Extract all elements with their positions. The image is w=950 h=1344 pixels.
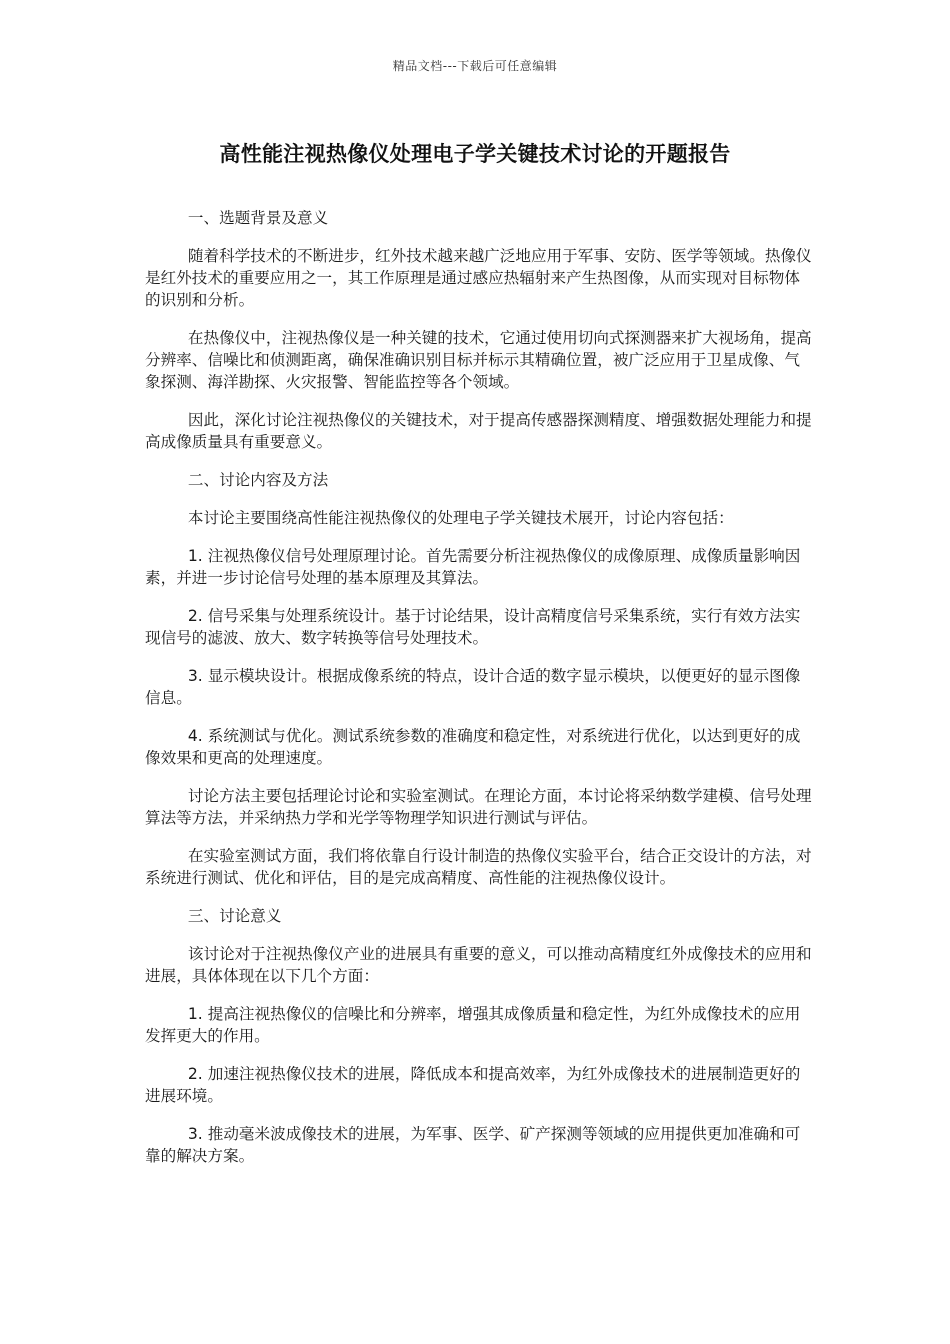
list-item: 3. 显示模块设计。根据成像系统的特点，设计合适的数字显示模块，以便更好的显示图像信息。 <box>145 667 801 707</box>
paragraph: 因此，深化讨论注视热像仪的关键技术，对于提高传感器探测精度、增强数据处理能力和提高成像质量具有重要意义。 <box>145 411 812 451</box>
list-item: 1. 提高注视热像仪的信噪比和分辨率，增强其成像质量和稳定性，为红外成像技术的应用发挥更大的作用。 <box>145 1005 801 1045</box>
document-body <box>145 207 812 1183</box>
paragraph: 随着科学技术的不断进步，红外技术越来越广泛地应用于军事、安防、医学等领域。热像仪是红外技术的重要应用之一，其工作原理是通过感应热辐射来产生热图像，从而实现对目标物体的识别和分析。 <box>145 247 812 309</box>
paragraph: 在实验室测试方面，我们将依靠自行设计制造的热像仪实验平台，结合正交设计的方法，对系统进行测试、优化和评估，目的是完成高精度、高性能的注视热像仪设计。 <box>145 847 812 887</box>
document-title: 高性能注视热像仪处理电子学关键技术讨论的开题报告 <box>219 142 731 166</box>
section-heading-significance: 三、讨论意义 <box>187 907 282 925</box>
paragraph: 本讨论主要围绕高性能注视热像仪的处理电子学关键技术展开，讨论内容包括： <box>187 509 734 527</box>
list-item: 3. 推动毫米波成像技术的进展，为军事、医学、矿产探测等领域的应用提供更加准确和可靠的解决方案。 <box>145 1125 801 1165</box>
header-note: 精品文档---下载后可任意编辑 <box>392 59 558 73</box>
list-item: 2. 加速注视热像仪技术的进展，降低成本和提高效率，为红外成像技术的进展制造更好的进展环境。 <box>145 1065 801 1105</box>
paragraph: 该讨论对于注视热像仪产业的进展具有重要的意义，可以推动高精度红外成像技术的应用和进展，具体体现在以下几个方面： <box>145 945 812 985</box>
section-heading-background: 一、选题背景及意义 <box>187 209 329 227</box>
section-heading-content: 二、讨论内容及方法 <box>187 471 329 489</box>
paragraph: 讨论方法主要包括理论讨论和实验室测试。在理论方面，本讨论将采纳数学建模、信号处理算法等方法，并采纳热力学和光学等物理学知识进行测试与评估。 <box>145 787 812 827</box>
list-item: 4. 系统测试与优化。测试系统参数的准确度和稳定性，对系统进行优化，以达到更好的成像效果和更高的处理速度。 <box>145 727 801 767</box>
list-item: 1. 注视热像仪信号处理原理讨论。首先需要分析注视热像仪的成像原理、成像质量影响因素，并进一步讨论信号处理的基本原理及其算法。 <box>145 547 801 587</box>
list-item: 2. 信号采集与处理系统设计。基于讨论结果，设计高精度信号采集系统，实行有效方法实现信号的滤波、放大、数字转换等信号处理技术。 <box>145 607 801 647</box>
paragraph: 在热像仪中，注视热像仪是一种关键的技术，它通过使用切向式探测器来扩大视场角，提高分辨率、信噪比和侦测距离，确保准确识别目标并标示其精确位置，被广泛应用于卫星成像、气象探测、海洋勘探、火灾报警、智能监控等各个领域。 <box>145 329 812 391</box>
